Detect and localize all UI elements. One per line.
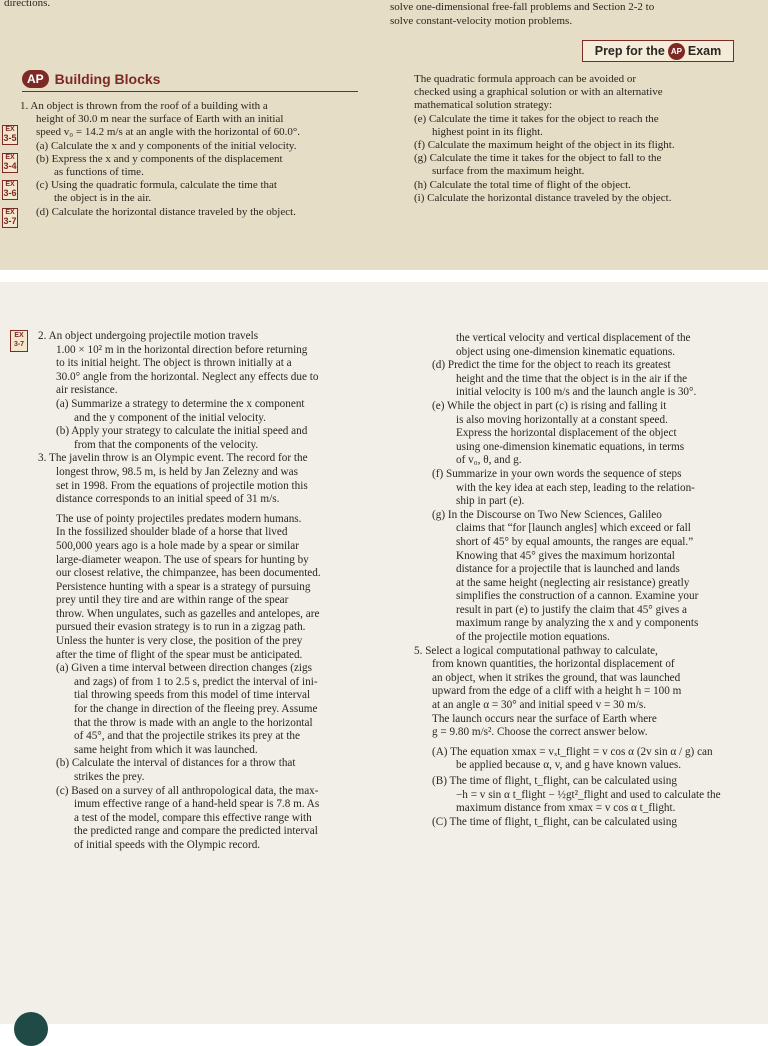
- cut-text-left: directions.: [4, 0, 51, 9]
- q3c: (c) Based on a survey of all anthropological data, the max- imum effective range of a hand-held spear is 7.8 m. As a test of the model, compare this effective range with the predicted range and compare the predicted interval of initial speeds with the Olympic record.: [56, 784, 320, 851]
- left-column: [38, 330, 383, 853]
- ex-tag-3-4: EX 3-4: [3, 153, 17, 171]
- q2-line-1: 2. An object undergoing projectile motion travels: [38, 330, 259, 342]
- q2a-line-2: and the y component of the initial velocity.: [74, 411, 266, 424]
- q1f: (f) Calculate the maximum height of the object in its flight.: [414, 139, 675, 152]
- exam-label: Exam: [687, 44, 722, 58]
- top-page-photo: [0, 0, 768, 270]
- building-blocks-header: [22, 67, 358, 92]
- question-1-continued: [414, 73, 750, 205]
- q1g-line-1: (g) Calculate the time it takes for the object to fall to the: [414, 152, 662, 165]
- q3-para: The use of pointy projectiles predates modern humans. In the fossilized shoulder blade of a horse that lived 500,000 years ago is a hole made by a spear or similar large-diameter weapon. The use of spears for hunting by our closest relative, the chimpanzee, has been documented. Persistence hunting with a spear is a strategy of pursuing prey until they tire and are within range of the spear throw. When ungulates, such as gazelles and antelopes, are pursued their evasion strategy is to run in a zigzag path. Unless the hunter is very close, the position of the prey after the time of flight of the spear must be anticipated.: [56, 512, 321, 661]
- ex-tag-bottom-3-7: EX 3-7: [10, 330, 28, 352]
- r-top-1: the vertical velocity and vertical displacement of the: [456, 332, 691, 344]
- q3a: (a) Given a time interval between direction changes (zigs and zags) of from 1 to 2.5 s, predict the interval of ini- tial throwing speeds from this model of time interval for the change in direction of the fleeing prey. Assume that the throw is made with an angle to the horizontal of 45°, and that the projectile strikes its prey at the same height from which it was launched.: [56, 662, 318, 756]
- q1-line-1: 1. An object is thrown from the roof of a building with a: [20, 100, 268, 112]
- q1e-line-2: highest point in its flight.: [432, 125, 543, 138]
- q3-line-2: longest throw, 98.5 m, is held by Jan Zelezny and was: [56, 465, 298, 478]
- q2-line-4: 30.0° angle from the horizontal. Neglect any effects due to: [56, 370, 319, 383]
- q2b-line-2: from that the components of the velocity.: [74, 438, 259, 451]
- q1c-line-2: the object is in the air.: [54, 192, 152, 205]
- right-column: [414, 332, 764, 829]
- q-e: (e) While the object in part (c) is rising and falling it is also moving horizontally at a constant speed. Express the horizontal displacement of the object using one-dimension kinematic equations, in terms of v₀, θ, and g.: [432, 399, 685, 467]
- q-f: (f) Summarize in your own words the sequence of steps with the key idea at each step, leading to the relation- ship in part (e).: [432, 467, 695, 508]
- building-blocks-title: Building Blocks: [54, 71, 161, 87]
- q1i: (i) Calculate the horizontal distance traveled by the object.: [414, 191, 672, 204]
- cut-text-right-1: solve one-dimensional free-fall problems and Section 2-2 to: [390, 1, 655, 13]
- page-corner-mark-icon: [14, 1012, 48, 1046]
- bottom-page-photo: [0, 282, 768, 1024]
- q2a-line-1: (a) Summarize a strategy to determine the x component: [56, 397, 305, 410]
- right-intro-2: checked using a graphical solution or with an alternative: [414, 86, 663, 99]
- q1a: (a) Calculate the x and y components of the initial velocity.: [36, 139, 297, 152]
- q1b-line-1: (b) Express the x and y components of the displacement: [36, 152, 283, 165]
- question-1-block: [3, 100, 365, 226]
- cut-text-right-2: solve constant-velocity motion problems.: [390, 15, 573, 27]
- q2b-line-1: (b) Apply your strategy to calculate the initial speed and: [56, 425, 308, 438]
- q2-line-2: 1.00 × 10² m in the horizontal direction before returning: [56, 343, 308, 356]
- ex-tag-3-5: EX 3-5: [3, 126, 17, 144]
- ex-tag-3-7: EX 3-7: [3, 208, 17, 226]
- q5-option-a: (A) The equation xmax = vₓt_flight = v cos α (2v sin α / g) can be applied because α, v, and g have known values.: [432, 745, 713, 772]
- q1b-line-2: as functions of time.: [54, 166, 144, 179]
- prep-for-ap-exam-box: [582, 40, 734, 62]
- q1-line-2: height of 30.0 m near the surface of Earth with an initial: [36, 113, 284, 126]
- q2-line-3: to its initial height. The object is thrown initially at a: [56, 357, 292, 370]
- q2-line-5: air resistance.: [56, 384, 118, 397]
- right-intro-1: The quadratic formula approach can be avoided or: [414, 73, 637, 85]
- q5-option-b: (B) The time of flight, t_flight, can be calculated using −h = v sin α t_flight − ½gt²_flight and used to calculate the maximum distance from xmax = v cos α t_flight.: [432, 775, 721, 815]
- q3-line-3: set in 1998. From the equations of projectile motion this: [56, 479, 308, 492]
- q3-line-1: 3. The javelin throw is an Olympic event. The record for the: [38, 452, 308, 465]
- right-intro-3: mathematical solution strategy:: [414, 99, 553, 112]
- q1g-line-2: surface from the maximum height.: [432, 165, 585, 178]
- q-g: (g) In the Discourse on Two New Sciences, Galileo claims that “for [launch angles] which exceed or fall short of 45° by equal amounts, the ranges are equal.” Knowing that 45° gives the maximum horizontal distance for a projectile that is launched and lands at the same height (neglecting air resistance) greatly simplifies the construction of a cannon. Examine your result in part (e) to justify the claim that 45° gives a maximum range by analyzing the x and y components of the projectile motion equations.: [432, 508, 699, 644]
- q1c-line-1: (c) Using the quadratic formula, calculate the time that: [36, 179, 277, 192]
- prep-label: Prep for the: [594, 44, 665, 58]
- q3-line-4: distance corresponds to an initial speed of 31 m/s.: [56, 493, 280, 506]
- q1h: (h) Calculate the total time of flight of the object.: [414, 178, 631, 191]
- q-d: (d) Predict the time for the object to reach its greatest height and the time that the object is in the air if the initial velocity is 100 m/s and the launch angle is 30°.: [432, 359, 697, 399]
- ex-tag-3-6: EX 3-6: [3, 181, 17, 199]
- q5: 5. Select a logical computational pathway to calculate, from known quantities, the horizontal displacement of an object, when it strikes the ground, that was launched upward from the edge of a cliff with a height h = 100 m at an angle α = 30° and initial speed v = 30 m/s. The launch occurs near the surface of Earth where g = 9.80 m/s². Choose the correct answer below.: [414, 644, 682, 739]
- r-top-2: object using one-dimension kinematic equations.: [456, 345, 676, 358]
- ap-logo-icon: AP: [668, 43, 685, 60]
- ap-badge-icon: AP: [22, 70, 49, 88]
- q3b: (b) Calculate the interval of distances for a throw that strikes the prey.: [56, 757, 296, 783]
- q1d: (d) Calculate the horizontal distance traveled by the object.: [36, 205, 296, 218]
- q1e-line-1: (e) Calculate the time it takes for the object to reach the: [414, 112, 659, 125]
- q5-option-c: (C) The time of flight, t_flight, can be calculated using: [432, 815, 677, 828]
- q1-line-3: speed v₀ = 14.2 m/s at an angle with the horizontal of 60.0°.: [36, 126, 301, 139]
